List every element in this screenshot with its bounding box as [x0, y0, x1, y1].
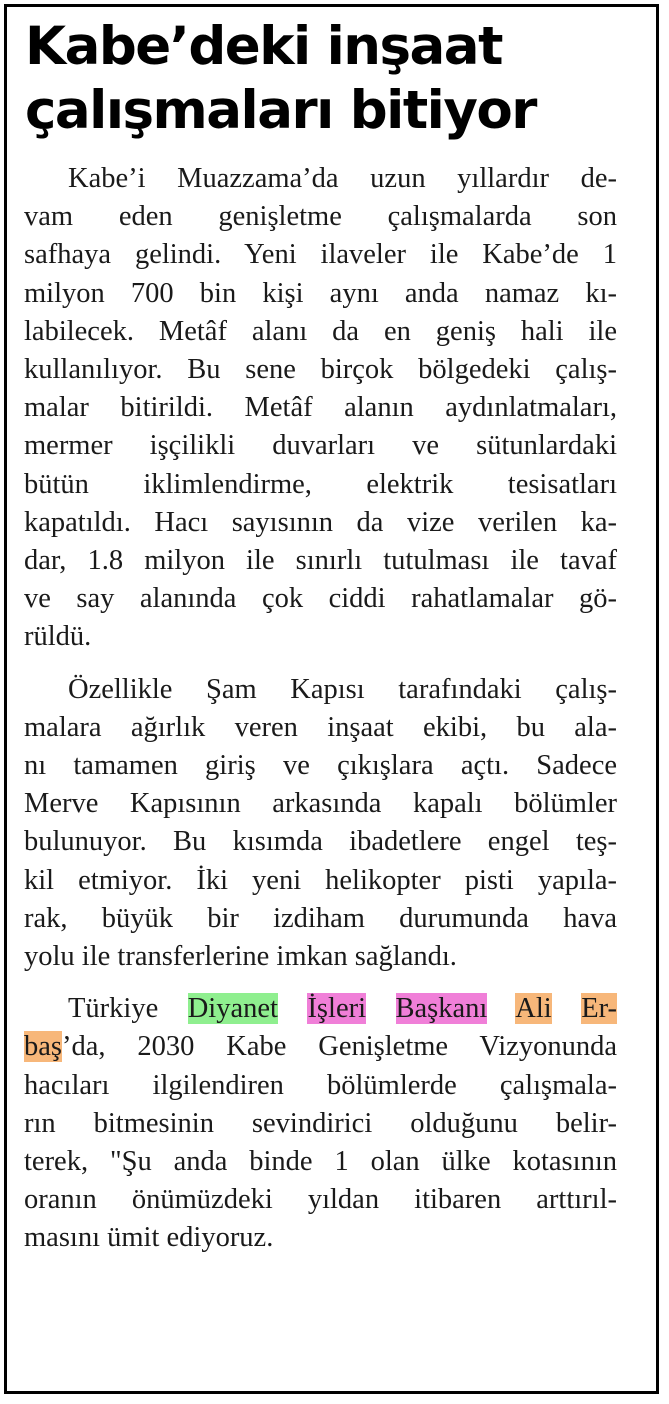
entity-title: Başkanı — [395, 993, 488, 1025]
text-line: kil etmiyor. İki yeni helikopter pisti yapıla- — [24, 864, 617, 896]
text-line: rüldü. — [24, 621, 92, 653]
text-line: nı tamamen giriş ve çıkışlara açtı. Sadece — [24, 750, 617, 782]
entity-title: İşleri — [307, 993, 366, 1025]
text-line: bütün iklimlendirme, elektrik tesisatları — [24, 468, 617, 500]
text-word: Türkiye — [68, 993, 159, 1025]
text-line: Merve Kapısının arkasında kapalı bölümler — [24, 788, 617, 820]
paragraph-2 — [24, 671, 617, 977]
text-line: hacıları ilgilendiren bölümlerde çalışmala- — [24, 1069, 617, 1101]
text-line: malara ağırlık veren inşaat ekibi, bu ala- — [24, 711, 617, 743]
text-line: rın bitmesinin sevindirici olduğunu belir- — [24, 1107, 617, 1139]
headline-line-2: çalışmaları bitiyor — [25, 80, 536, 141]
text-line: rak, büyük bir izdiham durumunda hava — [24, 902, 617, 934]
text-line: kapatıldı. Hacı sayısının da vize verilen ka- — [24, 506, 617, 538]
text-line: Kabe’i Muazzama’da uzun yıllardır de- — [68, 163, 617, 194]
article-body — [24, 160, 617, 1258]
headline-line-1: Kabe’deki inşaat — [25, 16, 502, 77]
article-headline — [25, 15, 650, 143]
text-line: safhaya gelindi. Yeni ilaveler ile Kabe’de 1 — [24, 239, 617, 271]
paragraph-1 — [24, 160, 617, 657]
entity-organization: Diyanet — [187, 993, 278, 1025]
text-line: terek, "Şu anda binde 1 olan ülke kotasının — [24, 1146, 617, 1178]
text-line-highlighted — [24, 1028, 617, 1066]
text-line: oranın önümüzdeki yıldan itibaren arttırıl- — [24, 1184, 617, 1216]
text-line: ve say alanında çok ciddi rahatlamalar gö- — [24, 583, 617, 615]
text-line: kullanılıyor. Bu sene birçok bölgedeki çalış- — [24, 354, 617, 386]
paragraph-3 — [24, 990, 617, 1257]
text-line: milyon 700 bin kişi aynı anda namaz kı- — [24, 277, 617, 309]
text-line: bulunuyor. Bu kısımda ibadetlere engel teş- — [24, 826, 617, 858]
text-line: Özellikle Şam Kapısı tarafındaki çalış- — [68, 673, 617, 705]
entity-person: Er- — [581, 993, 618, 1025]
entity-person: baş — [24, 1031, 62, 1063]
text-fragment: ’da, 2030 Kabe Genişletme Vizyonunda — [62, 1031, 617, 1063]
text-line: dar, 1.8 milyon ile sınırlı tutulması ile tavaf — [24, 545, 617, 577]
text-line: labilecek. Metâf alanı da en geniş hali ile — [24, 315, 617, 347]
text-line: yolu ile transferlerine imkan sağlandı. — [24, 941, 457, 973]
text-line: mermer işçilikli duvarları ve sütunlardaki — [24, 430, 617, 462]
text-line: vam eden genişletme çalışmalarda son — [24, 201, 617, 233]
text-line: malar bitirildi. Metâf alanın aydınlatmaları, — [24, 392, 617, 424]
article-frame — [4, 4, 659, 1394]
text-line: masını ümit ediyoruz. — [24, 1222, 274, 1254]
text-line-highlighted — [24, 990, 617, 1028]
entity-person: Ali — [515, 993, 552, 1025]
